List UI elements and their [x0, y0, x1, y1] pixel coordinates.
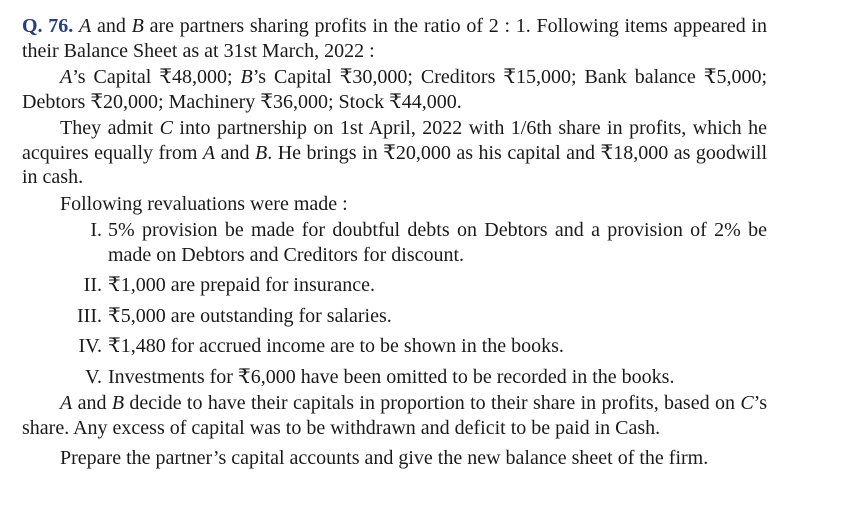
list-item — [66, 304, 767, 329]
list-item — [66, 273, 767, 298]
list-item-text: Investments for ₹6,000 have been omitted to be recorded in the books. — [108, 365, 675, 388]
partner-b: B — [131, 15, 144, 37]
question-intro — [22, 14, 767, 63]
list-item-number: I. — [90, 219, 102, 241]
revaluations-heading: Following revaluations were made : — [60, 192, 348, 215]
intro-text-1: and — [91, 15, 132, 37]
capital-adjustment-paragraph — [22, 391, 767, 440]
admission-text-3: and — [215, 141, 255, 164]
partner-c: C — [740, 392, 754, 414]
list-item — [66, 334, 767, 359]
adjust-text-1: and — [72, 392, 112, 414]
partner-b: B — [240, 66, 253, 88]
admission-text-2: into partnership on 1st April, 2022 with 1/6th share in profits, which he acquires equally from — [22, 117, 768, 164]
intro-text-2: are partners sharing profits in the ratio of 2 : 1. Following items appeared in their Balance Sheet as at 31st March, 2022 : — [22, 15, 767, 62]
list-item-text: 5% provision be made for doubtful debts on Debtors and a provision of 2% be made on Debtors and Creditors for discount. — [108, 219, 767, 266]
adjust-text-2: decide to have their capitals in proportion to their share in profits, based on — [124, 392, 741, 414]
question-document — [22, 14, 767, 471]
question-number: Q. 76. — [22, 15, 74, 37]
partner-a: A — [60, 66, 73, 88]
partner-b: B — [255, 141, 268, 164]
list-item — [66, 218, 767, 267]
b-capital-text: ’s Capital ₹30,000; Creditors ₹15,000; Bank balance ₹5,000; Debtors ₹20,000; Machinery ₹36,000; Stock ₹44,000. — [22, 66, 767, 113]
balance-sheet-items — [22, 65, 767, 114]
list-item-number: IV. — [78, 335, 102, 357]
list-item-text: ₹5,000 are outstanding for salaries. — [108, 304, 392, 327]
revaluations-list — [22, 218, 767, 389]
admission-text-4: . He brings in ₹20,000 as his capital and ₹18,000 as goodwill in cash. — [22, 141, 768, 188]
partner-a: A — [202, 141, 216, 164]
list-item-text: ₹1,480 for accrued income are to be shown in the books. — [108, 335, 564, 357]
list-item-number: III. — [77, 304, 102, 327]
adjust-text-3: ’s share. Any excess of capital was to be withdrawn and deficit to be paid in Cash. — [22, 392, 767, 439]
partner-a: A — [79, 15, 92, 37]
partner-b: B — [111, 392, 125, 414]
a-capital-text: ’s Capital ₹48,000; — [72, 66, 241, 88]
list-item-text: ₹1,000 are prepaid for insurance. — [108, 274, 376, 296]
admission-text-1: They admit — [60, 117, 160, 139]
list-item-number: V. — [85, 365, 102, 388]
instruction: Prepare the partner’s capital accounts and give the new balance sheet of the firm. — [60, 447, 709, 469]
list-item — [66, 365, 767, 390]
partner-a: A — [60, 392, 73, 414]
partner-c: C — [159, 117, 173, 139]
list-item-number: II. — [83, 274, 102, 296]
admission-paragraph — [22, 116, 767, 190]
